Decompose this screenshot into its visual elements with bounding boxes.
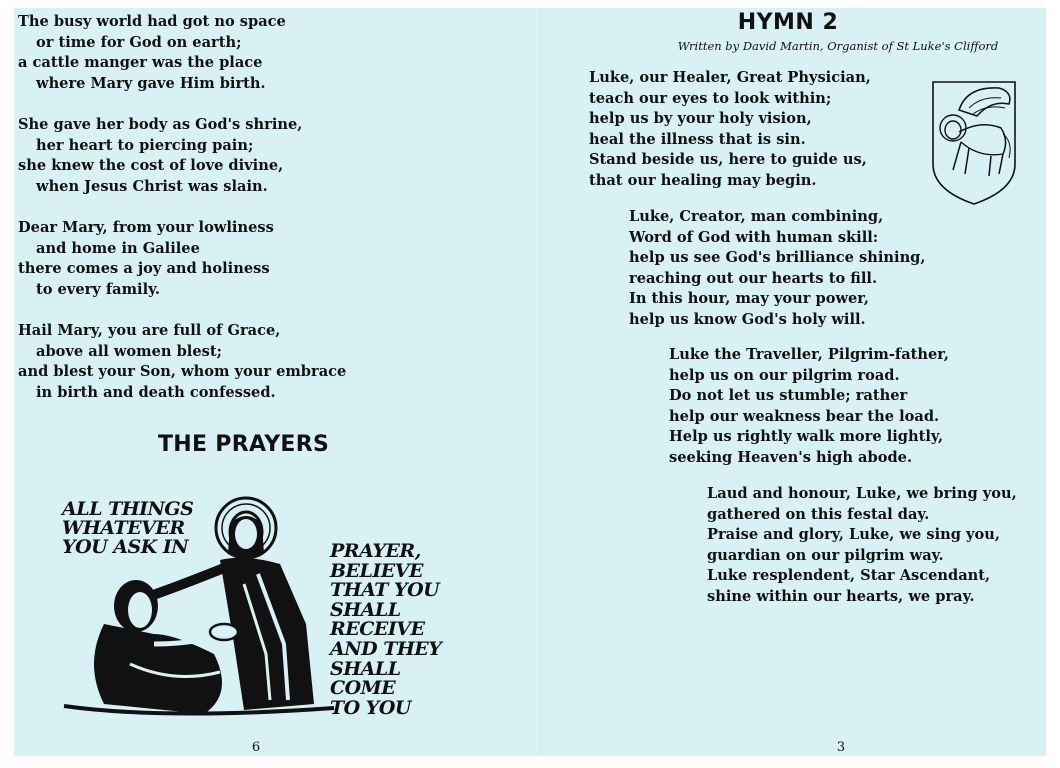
verse-line: above all women blest; — [36, 342, 222, 360]
verse-line: Help us rightly walk more lightly, — [669, 428, 944, 446]
verse-line: Do not let us stumble; rather — [669, 387, 908, 405]
verse-line: heal the illness that is sin. — [589, 130, 806, 148]
verse-line: She gave her body as God's shrine, — [18, 116, 303, 133]
verse-line: there comes a joy and holiness — [18, 260, 270, 278]
hymn-stanza-3 — [669, 345, 949, 469]
mary-hymn-stanza-1 — [18, 12, 286, 94]
verse-line: The busy world had got no space — [18, 13, 286, 30]
caption-line: YOU ASK IN — [62, 536, 189, 558]
winged-ox-icon — [929, 78, 1019, 208]
verse-line: help us by your holy vision, — [589, 110, 812, 128]
verse-line: Luke, Creator, man combining, — [629, 208, 884, 225]
caption-line: SHALL — [330, 657, 401, 680]
prayers-heading: THE PRAYERS — [158, 432, 330, 457]
verse-line: Word of God with human skill: — [629, 228, 879, 246]
verse-line: help our weakness bear the load. — [669, 407, 940, 425]
verse-line: a cattle manger was the place — [18, 54, 263, 72]
caption-line: RECEIVE — [330, 618, 425, 641]
verse-line: when Jesus Christ was slain. — [36, 177, 268, 195]
verse-line: reaching out our hearts to fill. — [629, 269, 878, 287]
verse-line: Luke the Traveller, Pilgrim-father, — [669, 346, 950, 363]
hymn-title: HYMN 2 — [737, 10, 839, 35]
verse-line: help us see God's brilliance shining, — [629, 249, 926, 267]
verse-line: gathered on this festal day. — [707, 505, 930, 523]
caption-line: THAT YOU — [330, 579, 440, 602]
illustration-caption-left — [62, 500, 262, 557]
booklet-spread — [14, 8, 1046, 756]
left-page — [14, 8, 541, 756]
verse-line: and blest your Son, whom your embrace — [18, 363, 347, 381]
caption-line: ALL THINGS — [62, 498, 194, 520]
caption-line: WHATEVER — [62, 517, 185, 539]
hymn-credit: Written by David Martin, Organist of St Luke's Clifford — [677, 39, 999, 53]
verse-line: Luke, our Healer, Great Physician, — [589, 69, 871, 86]
page-number: 3 — [836, 740, 846, 755]
verse-line: where Mary gave Him birth. — [36, 74, 266, 92]
hymn-stanza-2 — [629, 207, 925, 331]
verse-line: Praise and glory, Luke, we sing you, — [707, 526, 1000, 544]
verse-line: Laud and honour, Luke, we bring you, — [707, 485, 1017, 502]
verse-line: in birth and death confessed. — [36, 383, 276, 401]
caption-line: BELIEVE — [330, 559, 423, 582]
verse-line: help us on our pilgrim road. — [669, 366, 900, 384]
hymn-stanza-1 — [589, 68, 871, 192]
verse-line: to every family. — [36, 280, 161, 298]
verse-line: and home in Galilee — [36, 239, 200, 257]
verse-line: Stand beside us, here to guide us, — [589, 151, 867, 169]
verse-line: Hail Mary, you are full of Grace, — [18, 322, 281, 339]
page-number: 6 — [251, 740, 261, 755]
verse-line: that our healing may begin. — [589, 171, 817, 189]
verse-line: Luke resplendent, Star Ascendant, — [707, 567, 991, 585]
caption-line: SHALL — [330, 598, 401, 621]
verse-line: In this hour, may your power, — [629, 290, 869, 308]
verse-line: seeking Heaven's high abode. — [669, 448, 913, 466]
verse-line: guardian on our pilgrim way. — [707, 546, 944, 564]
hymn-stanza-4 — [707, 484, 1017, 608]
verse-line: shine within our hearts, we pray. — [707, 587, 975, 605]
right-page — [543, 8, 1046, 756]
verse-line: teach our eyes to look within; — [589, 89, 832, 107]
caption-line: PRAYER, — [330, 540, 421, 562]
mary-hymn-stanza-4 — [18, 321, 346, 403]
mary-hymn-stanza-3 — [18, 218, 274, 300]
verse-line: her heart to piercing pain; — [36, 136, 254, 154]
verse-line: she knew the cost of love divine, — [18, 157, 284, 175]
verse-line: Dear Mary, from your lowliness — [18, 219, 274, 236]
caption-line: COME — [330, 677, 396, 700]
caption-line: TO YOU — [330, 696, 411, 719]
caption-line: AND THEY — [330, 637, 442, 660]
illustration-caption-right — [330, 542, 490, 718]
healing-illustration — [44, 494, 484, 724]
verse-line: or time for God on earth; — [36, 33, 242, 51]
verse-line: help us know God's holy will. — [629, 310, 866, 328]
mary-hymn-stanza-2 — [18, 115, 302, 197]
